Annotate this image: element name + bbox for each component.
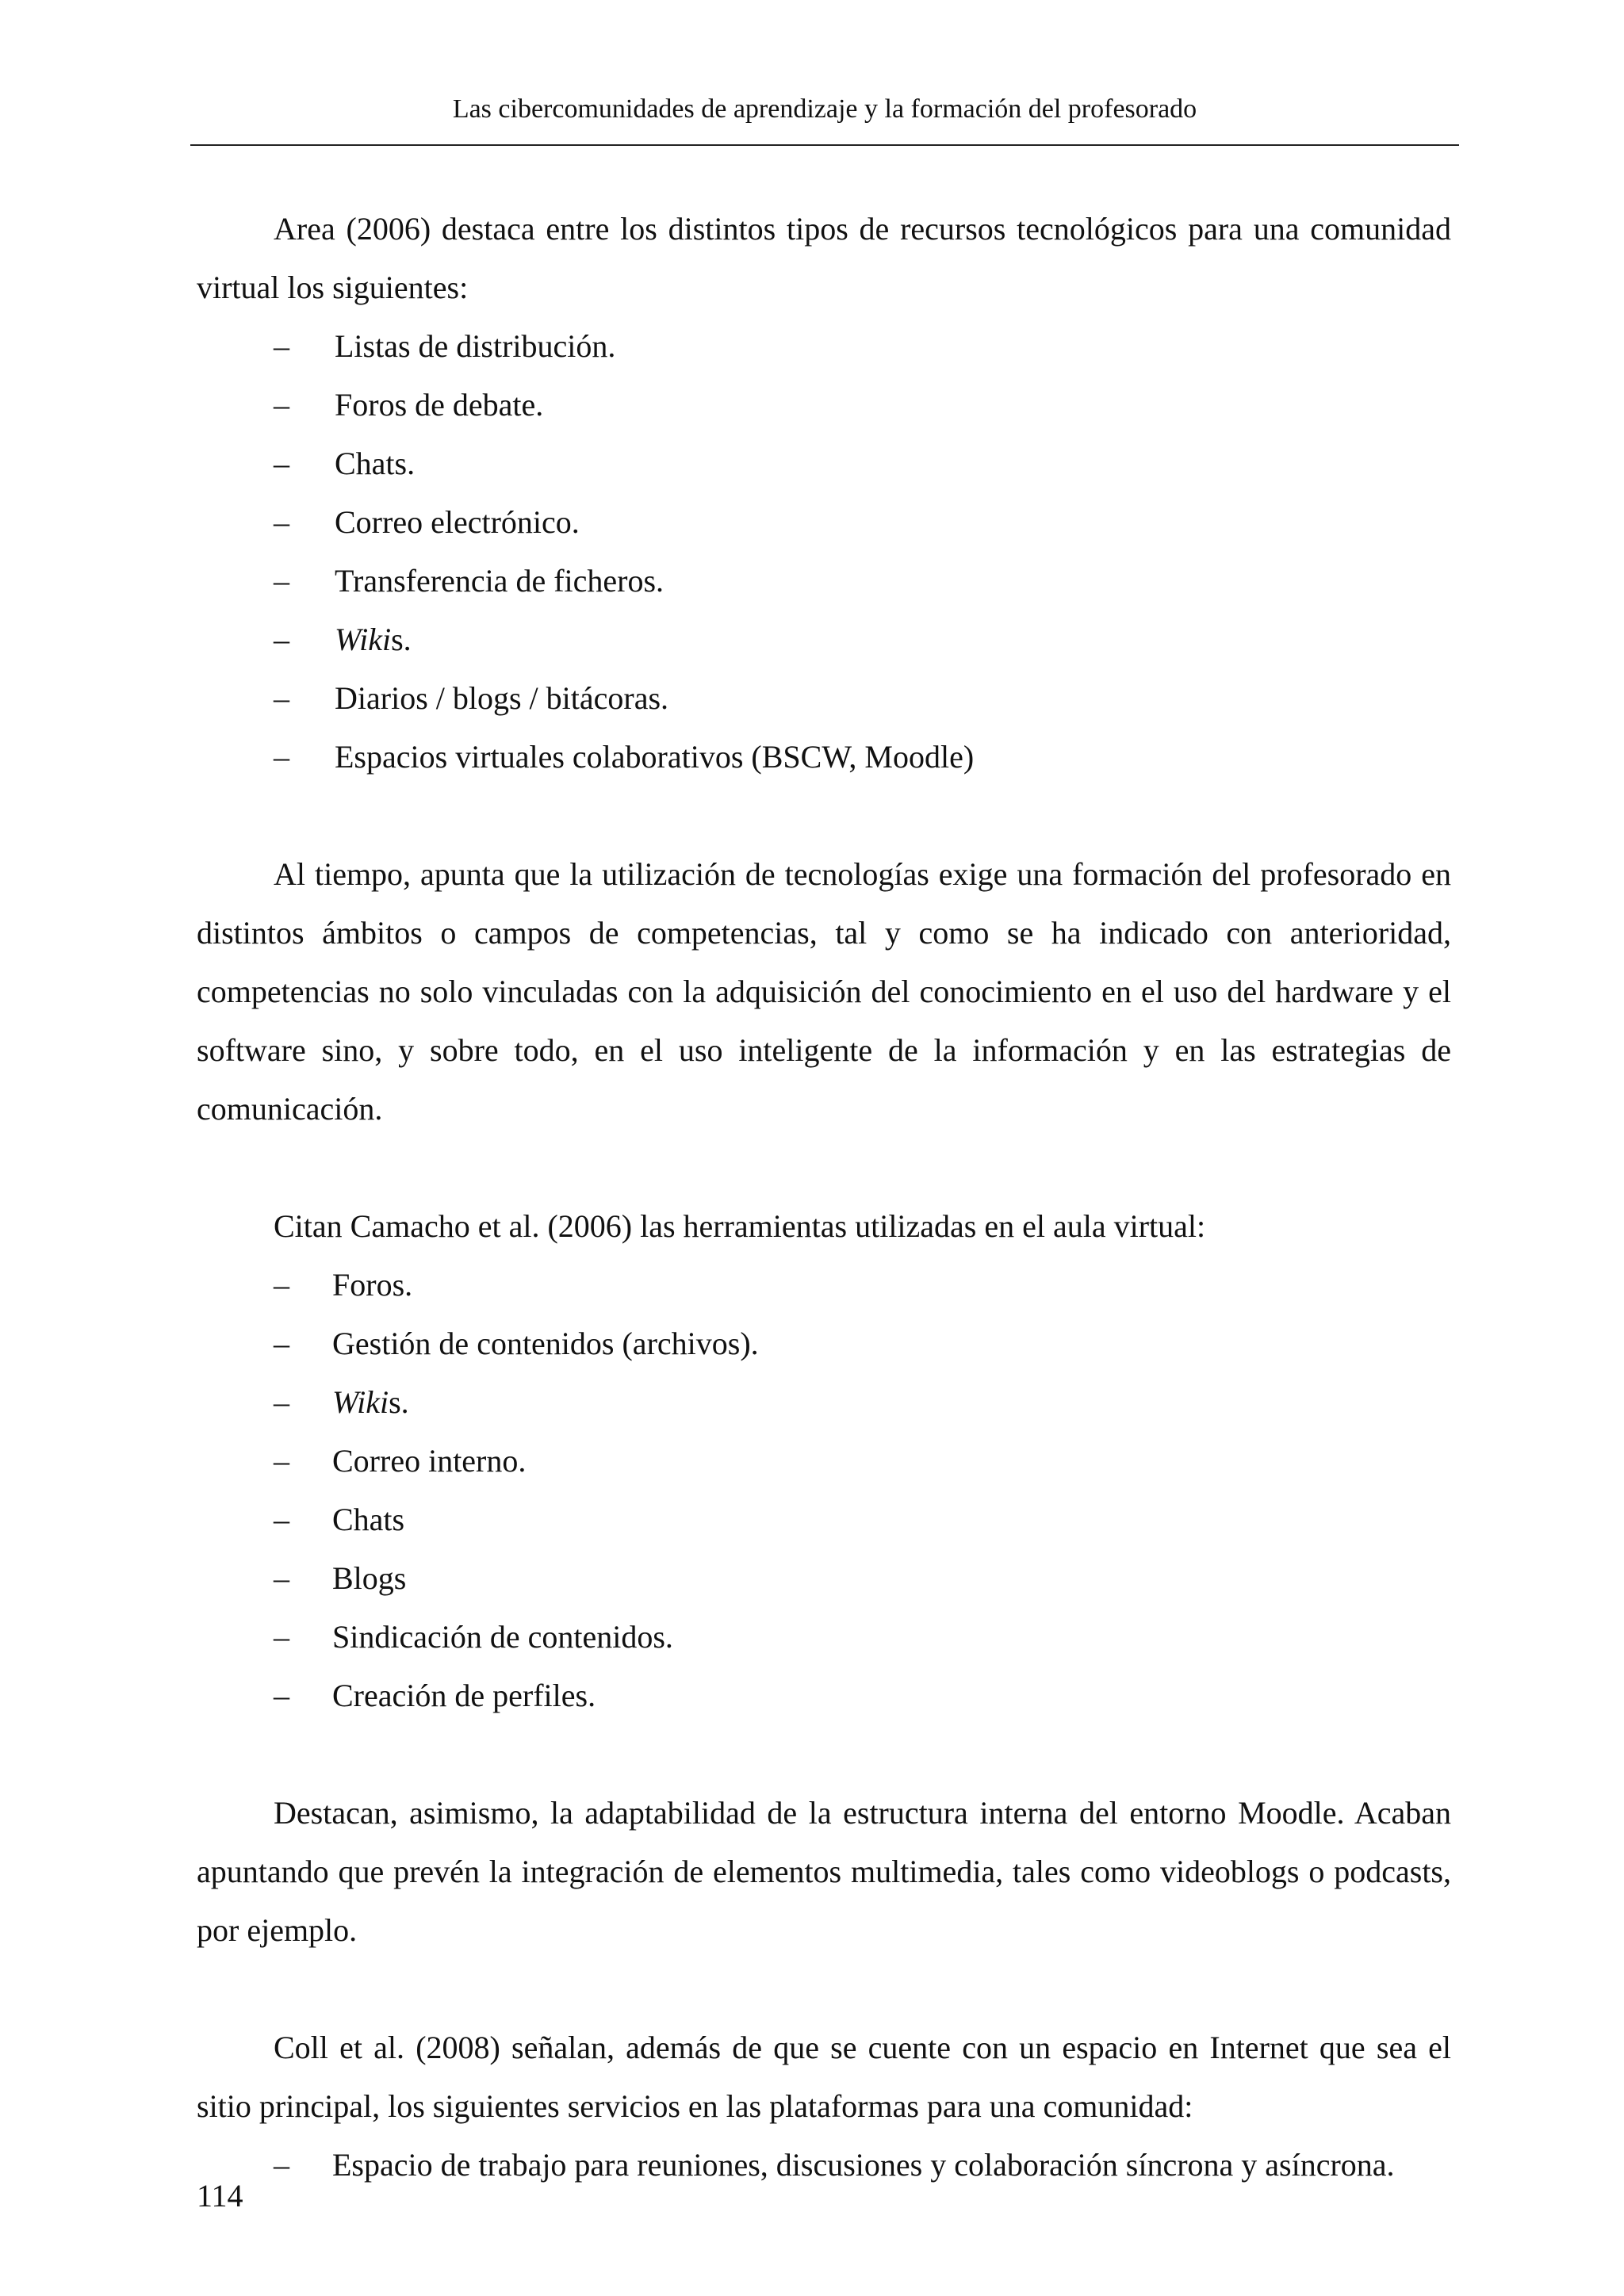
list-item: [197, 1549, 1451, 1608]
list-item: [197, 610, 1451, 669]
list-item-text: Chats.: [335, 446, 416, 481]
paragraph-gap: [197, 1725, 1451, 1784]
list-item-text: Correo interno.: [332, 1443, 527, 1479]
list-item-text: Diarios / blogs / bitácoras.: [335, 680, 669, 716]
list-item-text: Sindicación de contenidos.: [332, 1619, 673, 1655]
list-item-text: [332, 1373, 409, 1432]
list-item: [197, 1256, 1451, 1314]
dash-bullet: –: [274, 1619, 289, 1655]
list-item-text: [335, 610, 412, 669]
list-item: [197, 493, 1451, 552]
list-item: [197, 1314, 1451, 1373]
services-list: [197, 2136, 1451, 2195]
paragraph-gap: [197, 786, 1451, 845]
list-item: [197, 552, 1451, 610]
list-item: [197, 317, 1451, 376]
page-body: [197, 200, 1451, 2195]
italic-term: Wiki: [335, 622, 392, 657]
running-header: Las cibercomunidades de aprendizaje y la formación del profesorado: [452, 94, 1197, 124]
list-item: [197, 1667, 1451, 1725]
dash-bullet: –: [274, 1560, 289, 1596]
list-item: [197, 2136, 1451, 2195]
list-item-text: Listas de distribución.: [335, 328, 616, 364]
dash-bullet: –: [274, 680, 289, 716]
list-item-text: Espacios virtuales colaborativos (BSCW, Moodle): [335, 739, 975, 775]
dash-bullet: –: [274, 563, 289, 599]
list-item-text: Creación de perfiles.: [332, 1678, 596, 1713]
list-item-text: Correo electrónico.: [335, 504, 580, 540]
paragraph-camacho-2006: Citan Camacho et al. (2006) las herramientas utilizadas en el aula virtual:: [274, 1208, 1206, 1244]
list-item: [197, 728, 1451, 786]
list-item-text: Foros de debate.: [335, 387, 544, 423]
paragraph-area-2006: Area (2006) destaca entre los distintos tipos de recursos tecnológicos para una comunidad virtual los siguientes:: [197, 211, 1451, 305]
term-suffix: s.: [391, 622, 412, 657]
resource-list: [197, 317, 1451, 786]
dash-bullet: –: [274, 1678, 289, 1713]
list-item-text: Blogs: [332, 1560, 407, 1596]
page-number: 114: [197, 2178, 243, 2214]
list-item-text: Espacio de trabajo para reuniones, discusiones y colaboración síncrona y asíncrona.: [332, 2147, 1395, 2183]
dash-bullet: –: [274, 1326, 289, 1361]
dash-bullet: –: [274, 504, 289, 540]
list-item-text: Foros.: [332, 1267, 413, 1303]
list-item: [197, 376, 1451, 434]
list-item: [197, 669, 1451, 728]
paragraph-gap: [197, 1960, 1451, 2019]
list-item-text: Gestión de contenidos (archivos).: [332, 1326, 759, 1361]
term-suffix: s.: [389, 1384, 409, 1420]
list-item: [197, 1373, 1451, 1432]
dash-bullet: –: [274, 328, 289, 364]
dash-bullet: –: [274, 2147, 289, 2183]
list-item: [197, 1432, 1451, 1490]
dash-bullet: –: [274, 446, 289, 481]
dash-bullet: –: [274, 1267, 289, 1303]
dash-bullet: –: [274, 1502, 289, 1537]
paragraph-gap: [197, 1138, 1451, 1197]
paragraph-coll-2008: Coll et al. (2008) señalan, además de que se cuente con un espacio en Internet que sea el sitio principal, los siguientes servicios en las plataformas para una comunidad:: [197, 2030, 1451, 2124]
list-item: [197, 1490, 1451, 1549]
dash-bullet: –: [274, 622, 289, 657]
list-item-text: Transferencia de ficheros.: [335, 563, 665, 599]
dash-bullet: –: [274, 387, 289, 423]
list-item: [197, 1608, 1451, 1667]
header-rule: [190, 144, 1459, 146]
dash-bullet: –: [274, 1384, 289, 1420]
paragraph-teacher-training: Al tiempo, apunta que la utilización de tecnologías exige una formación del profesorado en distintos ámbitos o campos de competencias, tal y como se ha indicado con anterioridad, competencias no solo vinculadas con la adquisición del conocimiento en el uso del hardware y el software sino, y sobre todo, en el uso inteligente de la información y en las estrategias de comunicación.: [197, 856, 1451, 1127]
tools-list: [197, 1256, 1451, 1725]
list-item: [197, 434, 1451, 493]
dash-bullet: –: [274, 739, 289, 775]
italic-term: Wiki: [332, 1384, 389, 1420]
list-item-text: Chats: [332, 1502, 405, 1537]
paragraph-moodle: Destacan, asimismo, la adaptabilidad de la estructura interna del entorno Moodle. Acaban apuntando que prevén la integración de elementos multimedia, tales como videoblogs o podcasts, por ejemplo.: [197, 1795, 1451, 1948]
dash-bullet: –: [274, 1443, 289, 1479]
